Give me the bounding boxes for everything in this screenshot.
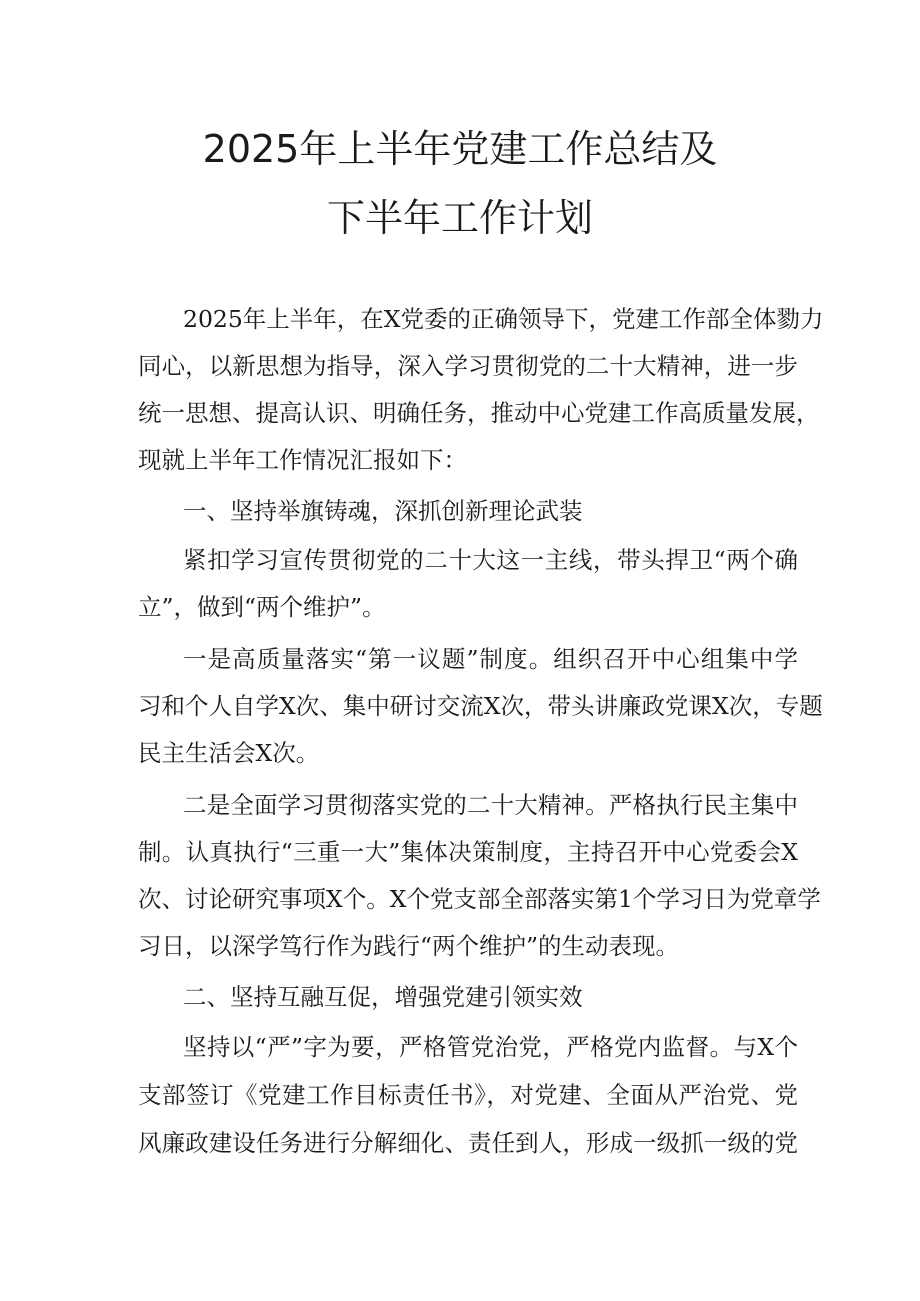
paragraph-line: 习和个人自学X次、集中研讨交流X次，带头讲廉政党课X次，专题 (138, 692, 823, 720)
paragraph-line: 次、讨论研究事项X个。X个党支部全部落实第1个学习日为党章学 (138, 885, 821, 913)
paragraph-line: 民主生活会X次。 (138, 739, 320, 767)
paragraph-line: 同心，以新思想为指导，深入学习贯彻党的二十大精神，进一步 (138, 352, 798, 380)
paragraph-line: 2025年上半年，在X党委的正确领导下，党建工作部全体勠力 (183, 305, 824, 333)
paragraph-line: 风廉政建设任务进行分解细化、责任到人，形成一级抓一级的党 (138, 1129, 798, 1157)
section-heading-2: 二、坚持互融互促，增强党建引领实效 (183, 983, 583, 1011)
paragraph-line: 习日，以深学笃行作为践行“两个维护”的生动表现。 (138, 932, 680, 960)
paragraph-line: 支部签订《党建工作目标责任书》，对党建、全面从严治党、党 (138, 1081, 798, 1109)
document-title-line-2: 下半年工作计划 (326, 196, 593, 240)
paragraph-line: 统一思想、提高认识、明确任务，推动中心党建工作高质量发展， (138, 399, 820, 427)
paragraph-line: 坚持以“严”字为要，严格管党治党，严格党内监督。与X个 (183, 1033, 798, 1061)
paragraph-line: 立”，做到“两个维护”。 (138, 593, 386, 621)
paragraph-line: 一是高质量落实“第一议题”制度。组织召开中心组集中学 (183, 645, 798, 673)
paragraph-line: 现就上半年工作情况汇报如下： (138, 446, 467, 474)
paragraph-line: 紧扣学习宣传贯彻党的二十大这一主线，带头捍卫“两个确 (183, 546, 798, 574)
section-heading-1: 一、坚持举旗铸魂，深抓创新理论武装 (183, 497, 583, 525)
document-title-line-1: 2025年上半年党建工作总结及 (202, 127, 718, 171)
paragraph-line: 二是全面学习贯彻落实党的二十大精神。严格执行民主集中 (183, 791, 798, 819)
paragraph-line: 制。认真执行“三重一大”集体决策制度，主持召开中心党委会X (138, 838, 798, 866)
